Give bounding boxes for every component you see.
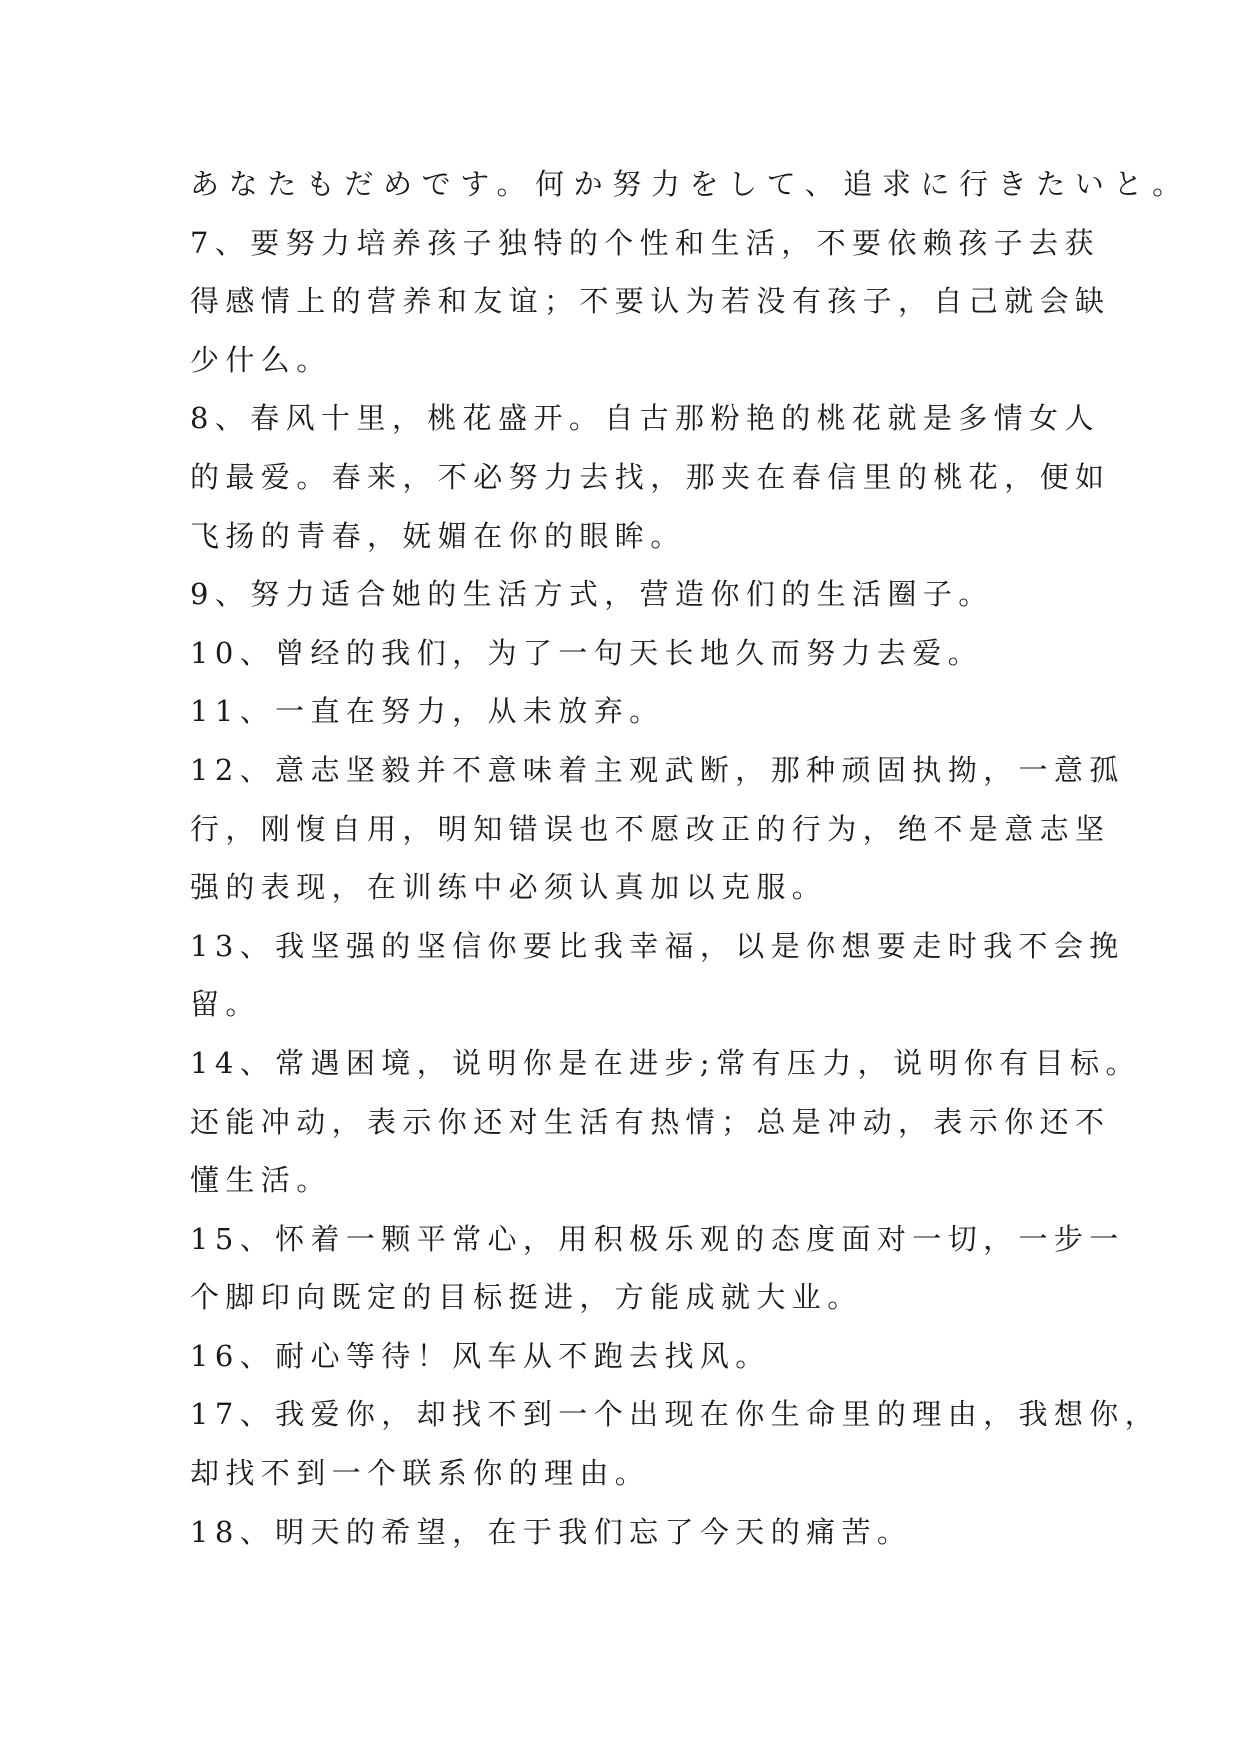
document-body: [190, 155, 1191, 1561]
text-line-2: 7、要努力培养孩子独特的个性和生活，不要依赖孩子去获: [190, 225, 1100, 260]
text-line-20: 个脚印向既定的目标挺进，方能成就大业。: [190, 1280, 863, 1315]
text-line-4: 少什么。: [190, 342, 332, 377]
text-line-6: 的最爱。春来，不必努力去找，那夹在春信里的桃花，便如: [190, 459, 1111, 494]
text-line-17: 还能冲动，表示你还对生活有热情；总是冲动，表示你还不: [190, 1104, 1111, 1139]
text-line-16: 14、常遇困境，说明你是在进步;常有压力，说明你有目标。: [190, 1045, 1141, 1080]
text-line-8: 9、努力适合她的生活方式，营造你们的生活圈子。: [190, 577, 994, 612]
text-line-24: 18、明天的希望，在于我们忘了今天的痛苦。: [190, 1514, 913, 1549]
text-line-11: 12、意志坚毅并不意味着主观武断，那种顽固执拗，一意孤: [190, 752, 1125, 787]
text-line-10: 11、一直在努力，从未放弃。: [190, 694, 665, 729]
text-line-7: 飞扬的青春，妩媚在你的眼眸。: [190, 518, 686, 553]
text-line-22: 17、我爱你，却找不到一个出现在你生命里的理由，我想你，: [190, 1397, 1161, 1432]
text-line-15: 留。: [190, 987, 261, 1022]
text-line-3: 得感情上的营养和友谊；不要认为若没有孩子，自己就会缺: [190, 284, 1111, 319]
text-line-9: 10、曾经的我们，为了一句天长地久而努力去爱。: [190, 635, 984, 670]
text-line-13: 强的表现，在训练中必须认真加以克服。: [190, 870, 828, 905]
text-line-21: 16、耐心等待！风车从不跑去找风。: [190, 1338, 771, 1373]
text-line-23: 却找不到一个联系你的理由。: [190, 1456, 651, 1491]
text-line-5: 8、春风十里，桃花盛开。自古那粉艳的桃花就是多情女人: [190, 401, 1100, 436]
text-line-18: 懂生活。: [190, 1163, 332, 1198]
text-line-1: あなたもだめです。何か努力をして、追求に行きたいと。: [190, 167, 1191, 201]
text-line-14: 13、我坚强的坚信你要比我幸福，以是你想要走时我不会挽: [190, 928, 1125, 963]
text-line-12: 行，刚愎自用，明知错误也不愿改正的行为，绝不是意志坚: [190, 811, 1111, 846]
text-line-19: 15、怀着一颗平常心，用积极乐观的态度面对一切，一步一: [190, 1221, 1125, 1256]
